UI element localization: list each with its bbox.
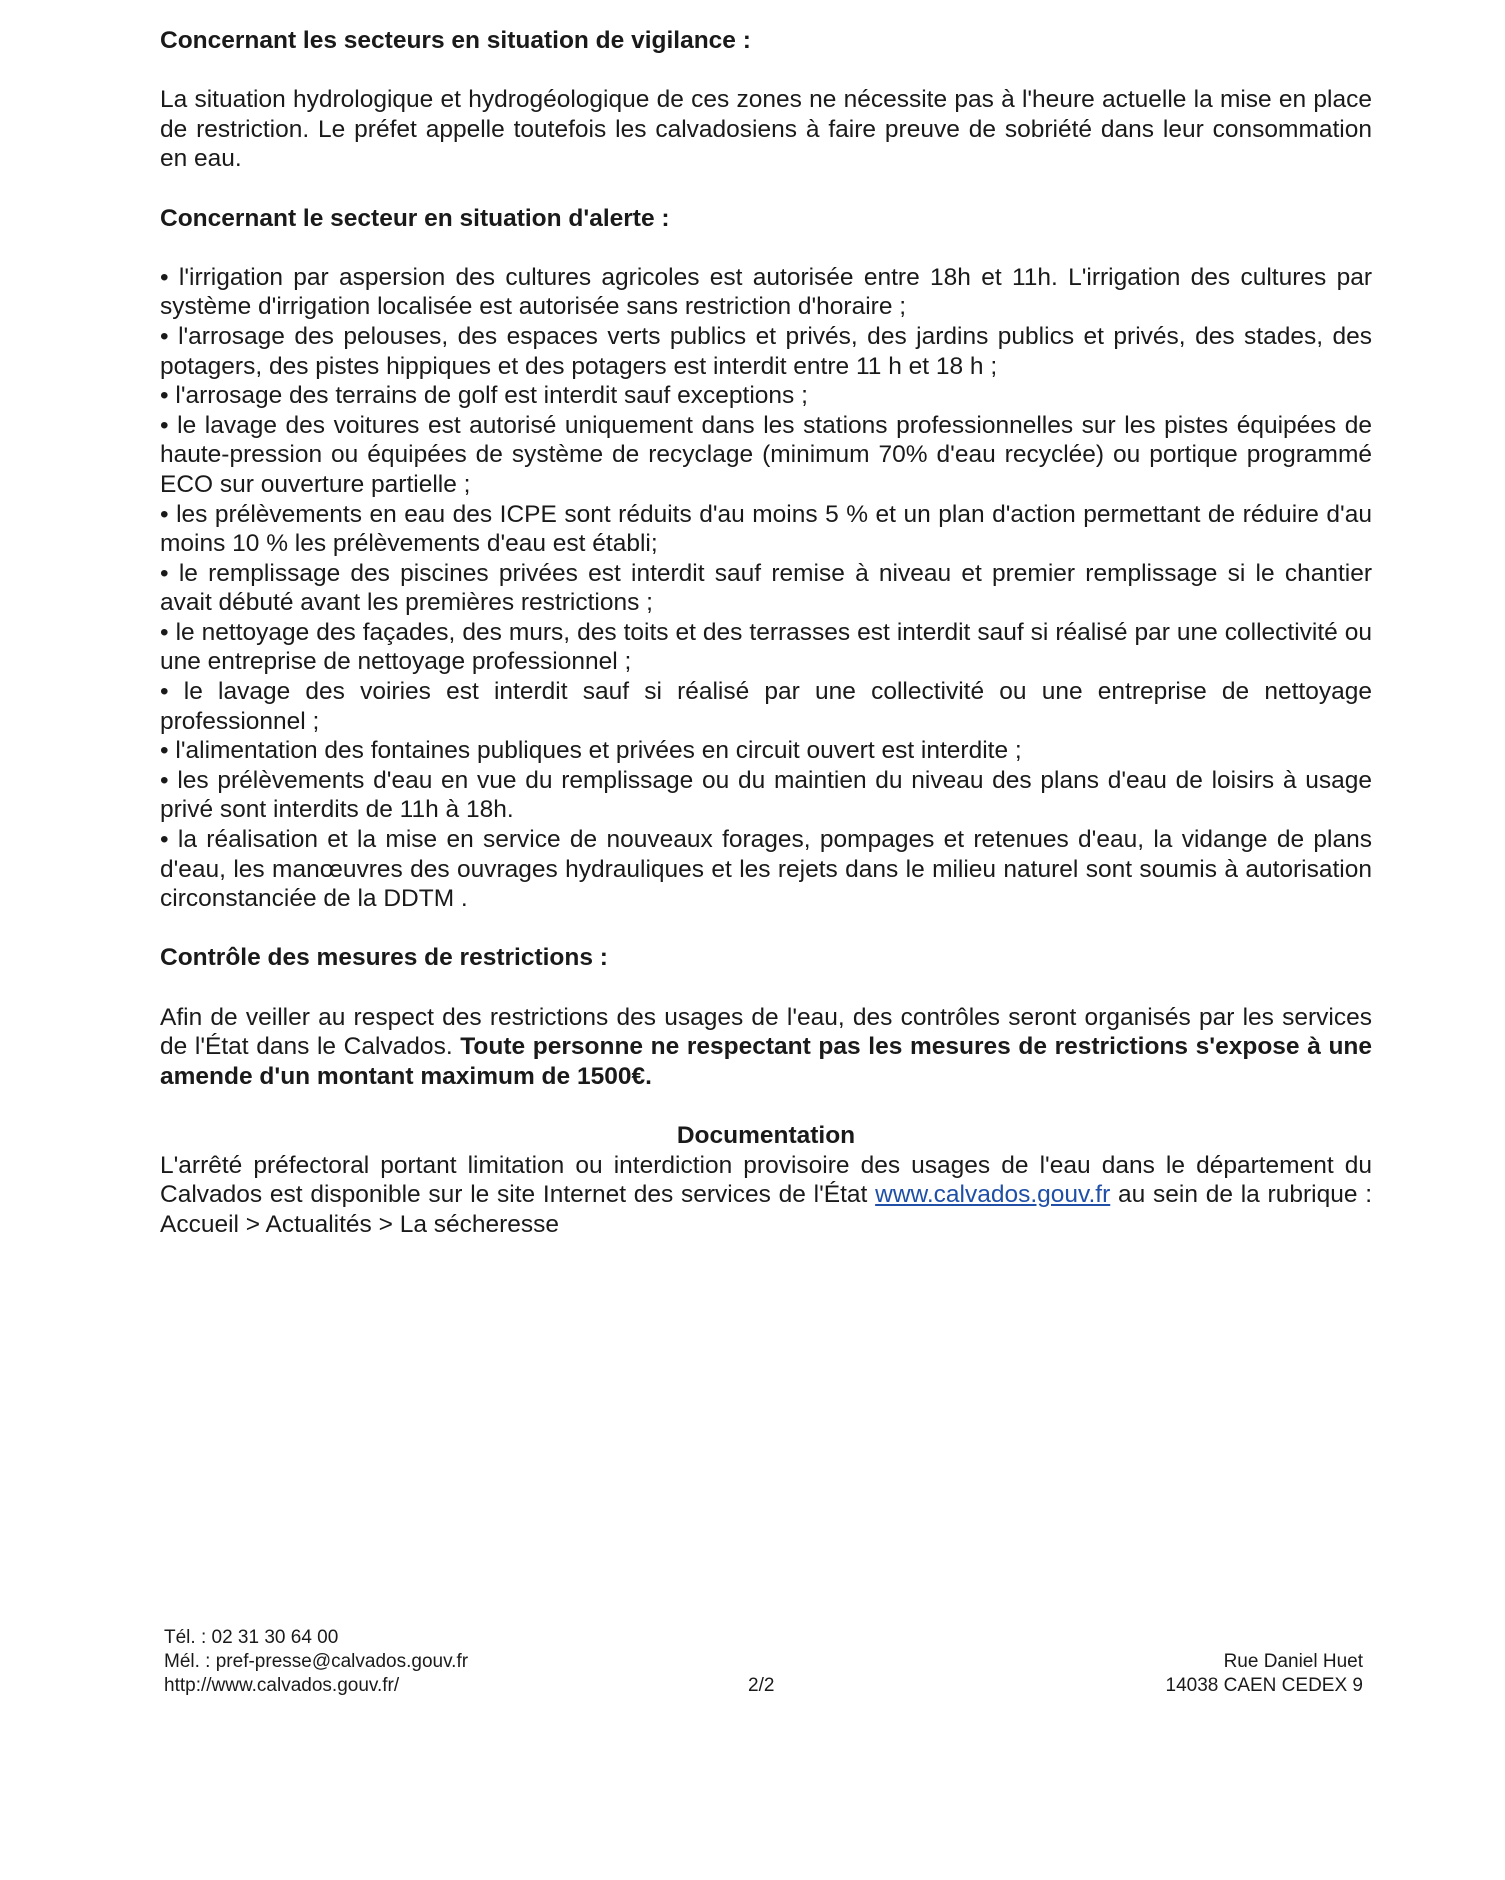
calvados-link[interactable]: www.calvados.gouv.fr xyxy=(875,1181,1111,1209)
controle-text: Afin de veiller au respect des restrictions des usages de l'eau, des contrôles seront organisés par les services de l'État dans le Calvados. xyxy=(160,1003,1372,1061)
documentation-title: Documentation xyxy=(676,1121,856,1149)
controle-paragraph xyxy=(160,1003,1372,1092)
list-item: • les prélèvements en eau des ICPE sont réduits d'au moins 5 % et un plan d'action permettant de réduire d'au moins 10 % les prélèvements d'eau est établi; xyxy=(160,500,1372,559)
footer-tel: Tél. : 02 31 30 64 00 xyxy=(164,1627,339,1648)
footer-email: Mél. : pref-presse@calvados.gouv.fr xyxy=(164,1651,469,1672)
controle-heading: Contrôle des mesures de restrictions : xyxy=(160,944,608,972)
footer-contact xyxy=(164,1626,468,1698)
list-item: • le lavage des voitures est autorisé uniquement dans les stations professionnelles sur les pistes équipées de haute-pression ou équipées de système de recyclage (minimum 70% d'eau recyclée) ou portique programmé ECO sur ouverture partielle ; xyxy=(160,411,1372,500)
list-item: • le remplissage des piscines privées est interdit sauf remise à niveau et premier remplissage si le chantier avait débuté avant les premières restrictions ; xyxy=(160,559,1372,618)
list-item: • l'arrosage des pelouses, des espaces verts publics et privés, des jardins publics et privés, des stades, des potagers, des pistes hippiques et des potagers est interdit entre 11 h et 18 h ; xyxy=(160,322,1372,381)
alerte-list xyxy=(160,263,1372,914)
list-item: • la réalisation et la mise en service de nouveaux forages, pompages et retenues d'eau, la vidange de plans d'eau, les manœuvres des ouvrages hydrauliques et les rejets dans le milieu naturel sont soumis à autorisation circonstanciée de la DDTM . xyxy=(160,825,1372,914)
vigilance-paragraph: La situation hydrologique et hydrogéologique de ces zones ne nécessite pas à l'heure actuelle la mise en place de restriction. Le préfet appelle toutefois les calvadosiens à faire preuve de sobriété dans leur consommation en eau. xyxy=(160,86,1372,173)
page-number: 2/2 xyxy=(748,1675,775,1696)
list-item: • l'irrigation par aspersion des cultures agricoles est autorisée entre 18h et 11h. L'irrigation des cultures par système d'irrigation localisée est autorisée sans restriction d'horaire ; xyxy=(160,263,1372,322)
list-item: • l'alimentation des fontaines publiques et privées en circuit ouvert est interdite ; xyxy=(160,736,1372,766)
footer-address-street: Rue Daniel Huet xyxy=(1223,1651,1363,1672)
vigilance-heading: Concernant les secteurs en situation de vigilance : xyxy=(160,27,751,54)
documentation-text: L'arrêté préfectoral portant limitation ou interdiction provisoire des usages de l'eau dans le département du Calvados est disponible sur le site Internet des services de l'État xyxy=(160,1151,1372,1209)
footer-address-city: 14038 CAEN CEDEX 9 xyxy=(1165,1675,1363,1696)
footer-address xyxy=(1166,1650,1364,1698)
list-item: • le lavage des voiries est interdit sauf si réalisé par une collectivité ou une entreprise de nettoyage professionnel ; xyxy=(160,677,1372,736)
list-item: • les prélèvements d'eau en vue du remplissage ou du maintien du niveau des plans d'eau de loisirs à usage privé sont interdits de 11h à 18h. xyxy=(160,766,1372,825)
controle-warning: Toute personne ne respectant pas les mesures de restrictions s'expose à une amende d'un montant maximum de 1500€. xyxy=(160,1033,1373,1090)
list-item: • l'arrosage des terrains de golf est interdit sauf exceptions ; xyxy=(160,381,1372,411)
documentation-rubrique: au sein de la rubrique : Accueil > Actualités > La sécheresse xyxy=(160,1181,1373,1238)
document-body xyxy=(160,26,1372,1239)
footer-url: http://www.calvados.gouv.fr/ xyxy=(164,1675,400,1696)
documentation-paragraph xyxy=(160,1151,1372,1240)
list-item: • le nettoyage des façades, des murs, des toits et des terrasses est interdit sauf si réalisé par une collectivité ou une entreprise de nettoyage professionnel ; xyxy=(160,618,1372,677)
alerte-heading: Concernant le secteur en situation d'alerte : xyxy=(160,204,670,232)
